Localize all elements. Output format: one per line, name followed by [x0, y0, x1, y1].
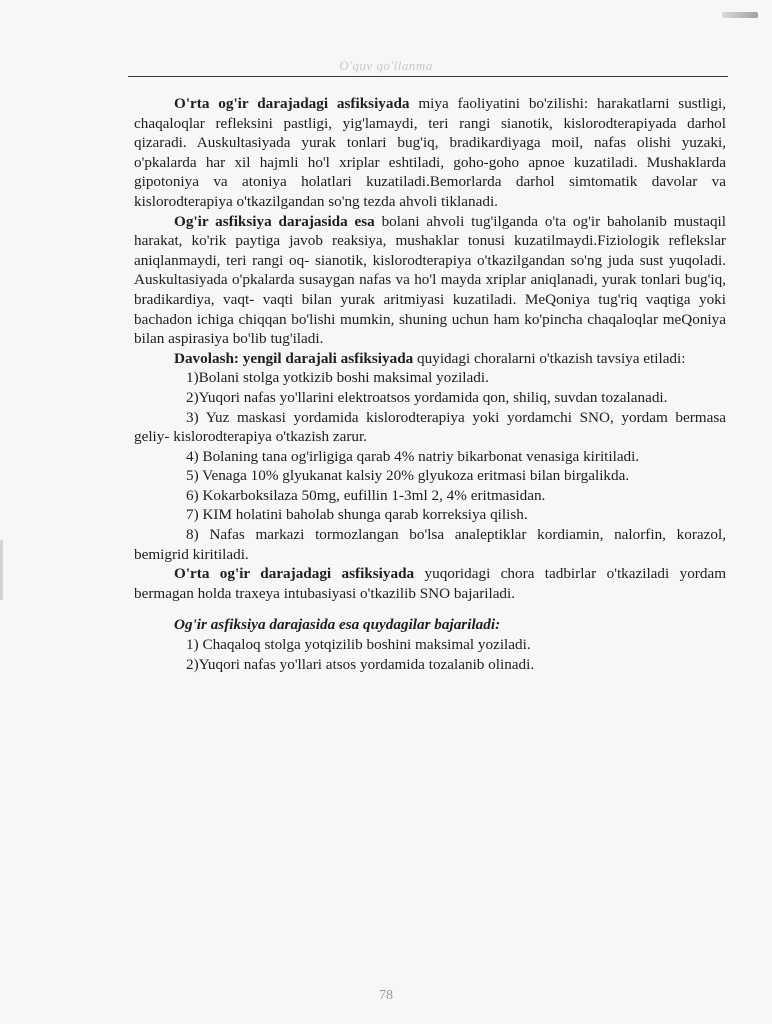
- paragraph-text: miya faoliyatini bo'zilishi: harakatlarni sustligi, chaqaloqlar refleksini pastligi, yig'lamaydi, teri rangi sianotik, kislorodterapiyada darhol qizaradi. Auskultasiyada yurak tonlari bug'iq, bradikardiyaga moil, nafas olishi yuzaki, o'pkalarda har xil hajmli ho'l xriplar eshtiladi, goho-goho apnoe kuzatiladi. Mushaklarda gipotoniya va atoniya holatlari kuzatiladi.Bemorlarda darhol simtomatik davolar va kislorodterapiya o'tkazilgandan so'ng tezda ahvoli tiklanadi.: [134, 95, 726, 210]
- paragraph-lead: O'rta og'ir darajadagi asfiksiyada: [174, 95, 410, 112]
- paragraph-text: quyidagi choralarni o'tkazish tavsiya etiladi:: [413, 349, 686, 367]
- list-item: 7) KIM holatini baholab shunga qarab korreksiya qilish.: [186, 506, 528, 524]
- list-item: 4) Bolaning tana og'irligiga qarab 4% natriy bikarbonat venasiga kiritiladi.: [186, 447, 640, 465]
- paragraph-treatment: [134, 349, 726, 369]
- page-number: 78: [379, 988, 393, 1003]
- body-text: [134, 94, 726, 674]
- paragraph-lead: Davolash: yengil darajali asfiksiyada: [174, 349, 414, 367]
- list-item: 1) Chaqaloq stolga yotqizilib boshini maksimal yoziladi.: [186, 636, 531, 654]
- list-item: 6) Kokarboksilaza 50mg, eufillin 1-3ml 2, 4% eritmasidan.: [186, 486, 546, 504]
- list-item: 2)Yuqori nafas yo'llarini elektroatsos yordamida qon, shiliq, suvdan tozalanadi.: [186, 388, 668, 406]
- paragraph-lead: Og'ir asfiksiya darajasida esa: [174, 212, 375, 230]
- running-header: O'quv qo'llanma: [339, 58, 433, 73]
- list-item: 8) Nafas markazi tormozlangan bo'lsa analeptiklar kordiamin, nalorfin, korazol, bemigrid kiritiladi.: [134, 526, 726, 563]
- scan-corner-mark: [722, 12, 758, 18]
- list-item: 5) Venaga 10% glyukanat kalsiy 20% glyukoza eritmasi bilan birgalikda.: [186, 467, 630, 485]
- paragraph-text: yuqoridagi chora tadbirlar o'tkaziladi yordam bermagan holda traxeya intubasiyasi o'tkazilib SNO bajariladi.: [134, 565, 727, 602]
- paragraph-text: bolani ahvoli tug'ilganda o'ta og'ir baholanib mustaqil harakat, ko'rik paytiga javob reaksiya, mushaklar tonusi kuzatilmaydi.Fiziologik reflekslar aniqlanmaydi, teri rangi oq- sianotik, kislorodterapiya o'tkazilgandan so'ng juda sust yuqoladi. Auskultasiyada o'pkalarda susaygan nafas va ho'l mayda xriplar aniqlanadi, yurak tonlari bug'iq, bradikardiya, vaqt- vaqti bilan yurak aritmiyasi kuzatiladi. MeQoniya tug'riq vaqtiga yoki bachadon ichiga chiqqan bo'lishi mumkin, shuning uchun ham ko'pincha chaqaloqlar meQoniya bilan aspirasiya bo'lib tug'iladi.: [134, 212, 726, 348]
- subheading-severe-treatment: Og'ir asfiksiya darajasida esa quydagilar bajariladi:: [174, 616, 501, 634]
- scan-edge-mark: [0, 540, 3, 600]
- list-item: 3) Yuz maskasi yordamida kislorodterapiya yoki yordamchi SNO, yordam bermasa geliy- kislorodterapiya o'tkazish zarur.: [134, 408, 726, 446]
- header-rule: [128, 76, 728, 77]
- paragraph-lead: O'rta og'ir darajadagi asfiksiyada: [174, 565, 415, 583]
- paragraph-moderate-treatment: [134, 564, 726, 603]
- list-item: 1)Bolani stolga yotkizib boshi maksimal yoziladi.: [186, 369, 489, 387]
- paragraph-moderate-asphyxia: [134, 94, 726, 212]
- list-item: 2)Yuqori nafas yo'llari atsos yordamida tozalanib olinadi.: [186, 655, 535, 673]
- paragraph-severe-asphyxia: [134, 212, 726, 349]
